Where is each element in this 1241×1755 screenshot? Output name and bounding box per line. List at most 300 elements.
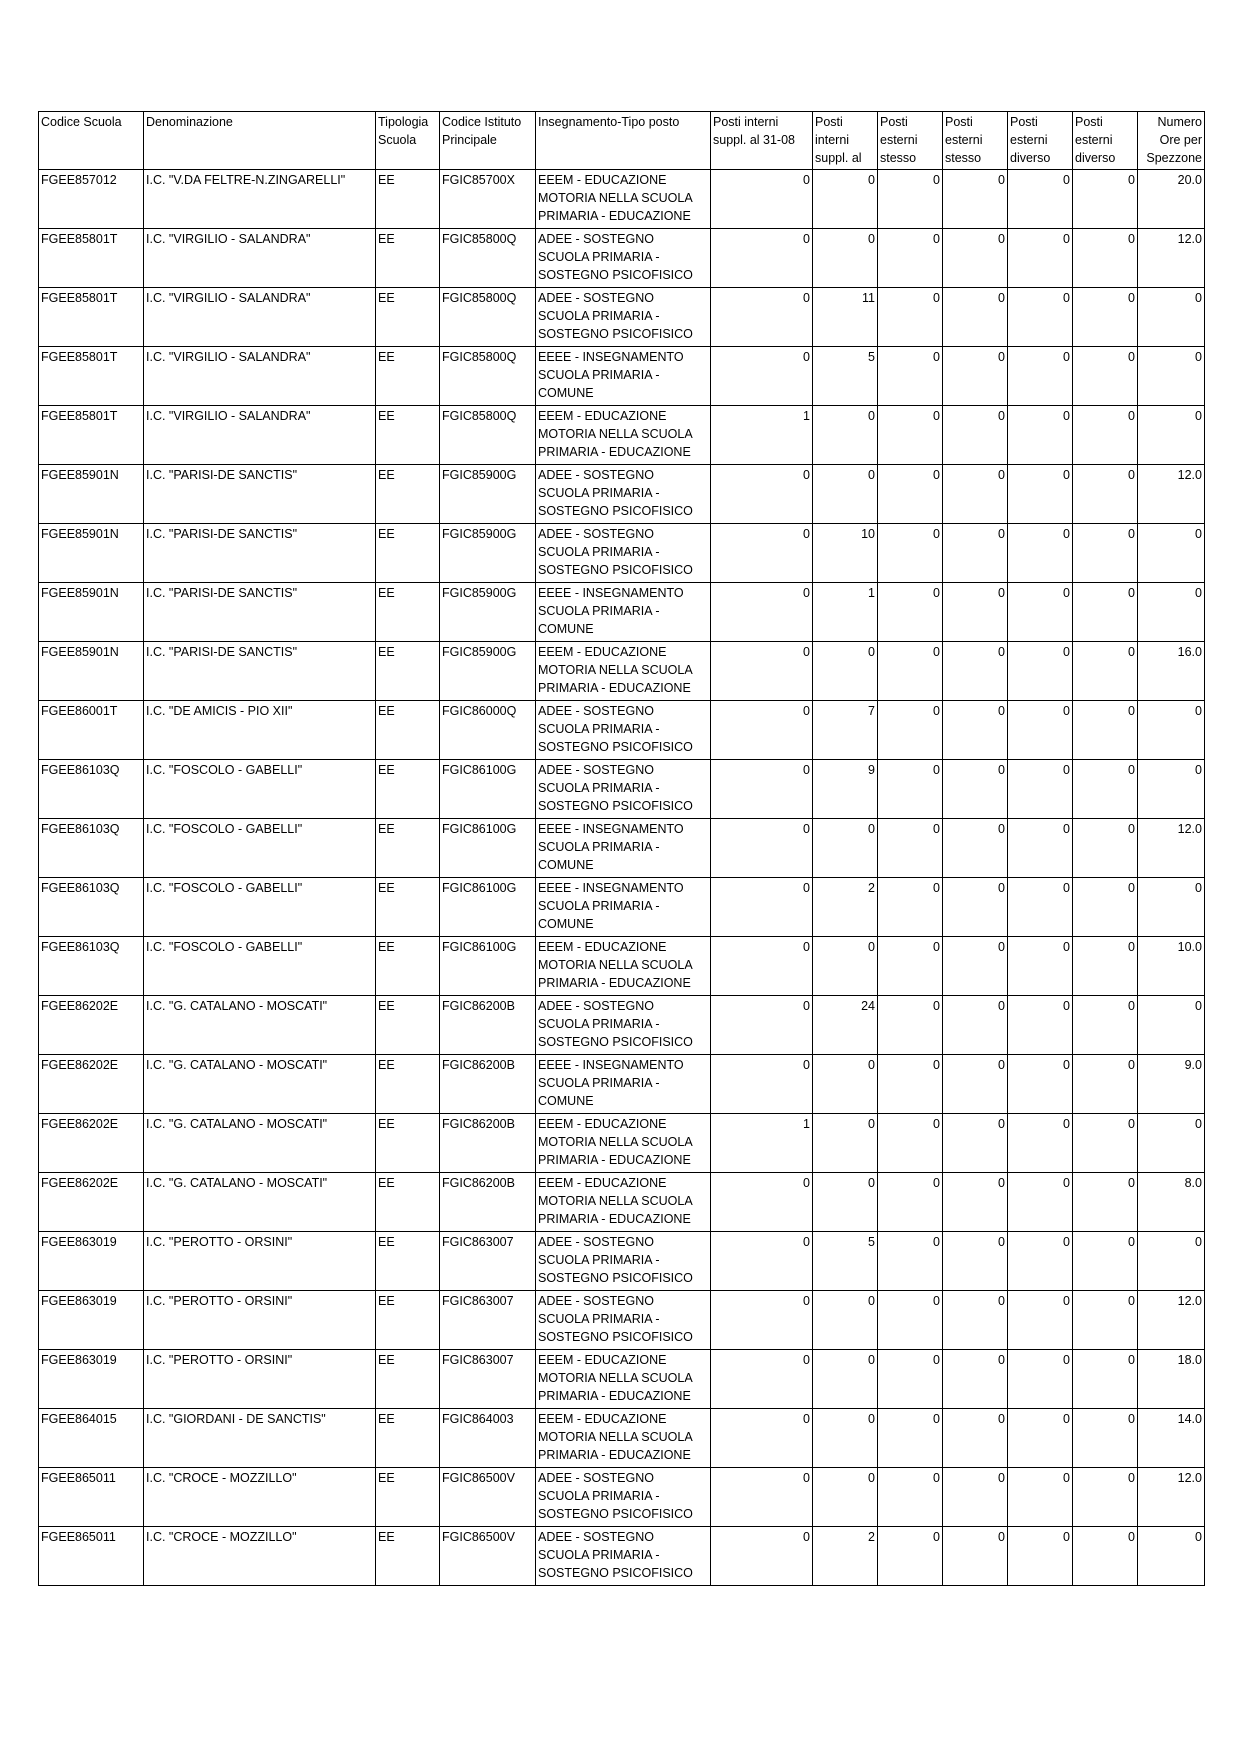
header-row bbox=[39, 112, 1205, 170]
posti-esterni-stesso-1-cell: 0 bbox=[878, 288, 943, 347]
denominazione-cell: I.C. "VIRGILIO - SALANDRA" bbox=[144, 288, 376, 347]
codice-istituto-cell: FGIC863007 bbox=[440, 1232, 536, 1291]
header-tipologia-scuola: Tipologia Scuola bbox=[376, 112, 440, 170]
posti-interni-31-08-cell: 0 bbox=[711, 288, 813, 347]
document-page bbox=[38, 111, 1204, 1586]
posti-esterni-diverso-1-cell: 0 bbox=[1008, 406, 1073, 465]
codice-scuola-cell: FGEE85801T bbox=[39, 288, 144, 347]
insegnamento-cell: ADEE - SOSTEGNO SCUOLA PRIMARIA - SOSTEGNO PSICOFISICO bbox=[536, 229, 711, 288]
posti-esterni-stesso-1-cell: 0 bbox=[878, 1232, 943, 1291]
tipologia-cell: EE bbox=[376, 1409, 440, 1468]
insegnamento-cell: ADEE - SOSTEGNO SCUOLA PRIMARIA - SOSTEGNO PSICOFISICO bbox=[536, 1468, 711, 1527]
posti-esterni-stesso-2-cell: 0 bbox=[943, 288, 1008, 347]
posti-interni-suppl-cell: 0 bbox=[813, 1114, 878, 1173]
denominazione-cell: I.C. "PARISI-DE SANCTIS" bbox=[144, 642, 376, 701]
posti-interni-31-08-cell: 0 bbox=[711, 819, 813, 878]
codice-scuola-cell: FGEE863019 bbox=[39, 1291, 144, 1350]
insegnamento-cell: EEEE - INSEGNAMENTO SCUOLA PRIMARIA - COMUNE bbox=[536, 347, 711, 406]
codice-scuola-cell: FGEE86202E bbox=[39, 996, 144, 1055]
table-row bbox=[39, 1114, 1205, 1173]
codice-istituto-cell: FGIC86100G bbox=[440, 937, 536, 996]
header-posti-esterni-stesso-2: Posti esterni stesso bbox=[943, 112, 1008, 170]
posti-esterni-stesso-1-cell: 0 bbox=[878, 701, 943, 760]
table-row bbox=[39, 406, 1205, 465]
codice-istituto-cell: FGIC86200B bbox=[440, 1055, 536, 1114]
codice-scuola-cell: FGEE85901N bbox=[39, 524, 144, 583]
numero-ore-cell: 10.0 bbox=[1138, 937, 1205, 996]
posti-interni-suppl-cell: 0 bbox=[813, 1291, 878, 1350]
posti-interni-31-08-cell: 0 bbox=[711, 878, 813, 937]
posti-esterni-stesso-1-cell: 0 bbox=[878, 1173, 943, 1232]
numero-ore-cell: 0 bbox=[1138, 701, 1205, 760]
table-row bbox=[39, 583, 1205, 642]
posti-esterni-diverso-2-cell: 0 bbox=[1073, 1409, 1138, 1468]
posti-interni-31-08-cell: 1 bbox=[711, 406, 813, 465]
header-denominazione: Denominazione bbox=[144, 112, 376, 170]
posti-esterni-stesso-2-cell: 0 bbox=[943, 524, 1008, 583]
posti-esterni-stesso-2-cell: 0 bbox=[943, 1468, 1008, 1527]
denominazione-cell: I.C. "VIRGILIO - SALANDRA" bbox=[144, 229, 376, 288]
denominazione-cell: I.C. "G. CATALANO - MOSCATI" bbox=[144, 1173, 376, 1232]
posti-esterni-stesso-1-cell: 0 bbox=[878, 937, 943, 996]
posti-esterni-stesso-2-cell: 0 bbox=[943, 347, 1008, 406]
insegnamento-cell: ADEE - SOSTEGNO SCUOLA PRIMARIA - SOSTEGNO PSICOFISICO bbox=[536, 1232, 711, 1291]
posti-esterni-diverso-1-cell: 0 bbox=[1008, 701, 1073, 760]
numero-ore-cell: 12.0 bbox=[1138, 229, 1205, 288]
posti-interni-31-08-cell: 0 bbox=[711, 170, 813, 229]
posti-interni-suppl-cell: 0 bbox=[813, 229, 878, 288]
posti-esterni-diverso-1-cell: 0 bbox=[1008, 1350, 1073, 1409]
posti-interni-suppl-cell: 9 bbox=[813, 760, 878, 819]
tipologia-cell: EE bbox=[376, 347, 440, 406]
insegnamento-cell: EEEM - EDUCAZIONE MOTORIA NELLA SCUOLA PRIMARIA - EDUCAZIONE bbox=[536, 642, 711, 701]
posti-esterni-stesso-2-cell: 0 bbox=[943, 878, 1008, 937]
posti-esterni-stesso-2-cell: 0 bbox=[943, 642, 1008, 701]
codice-scuola-cell: FGEE85801T bbox=[39, 347, 144, 406]
posti-interni-suppl-cell: 5 bbox=[813, 1232, 878, 1291]
posti-esterni-diverso-2-cell: 0 bbox=[1073, 288, 1138, 347]
table-row bbox=[39, 642, 1205, 701]
codice-istituto-cell: FGIC86100G bbox=[440, 878, 536, 937]
posti-interni-31-08-cell: 0 bbox=[711, 1468, 813, 1527]
posti-interni-31-08-cell: 0 bbox=[711, 465, 813, 524]
denominazione-cell: I.C. "G. CATALANO - MOSCATI" bbox=[144, 1055, 376, 1114]
posti-esterni-diverso-2-cell: 0 bbox=[1073, 1291, 1138, 1350]
posti-esterni-stesso-1-cell: 0 bbox=[878, 1350, 943, 1409]
posti-esterni-stesso-1-cell: 0 bbox=[878, 1409, 943, 1468]
table-row bbox=[39, 288, 1205, 347]
denominazione-cell: I.C. "PEROTTO - ORSINI" bbox=[144, 1291, 376, 1350]
codice-istituto-cell: FGIC863007 bbox=[440, 1291, 536, 1350]
denominazione-cell: I.C. "CROCE - MOZZILLO" bbox=[144, 1468, 376, 1527]
posti-esterni-diverso-1-cell: 0 bbox=[1008, 1468, 1073, 1527]
posti-esterni-stesso-2-cell: 0 bbox=[943, 1527, 1008, 1586]
posti-interni-suppl-cell: 11 bbox=[813, 288, 878, 347]
codice-istituto-cell: FGIC85800Q bbox=[440, 406, 536, 465]
posti-esterni-stesso-2-cell: 0 bbox=[943, 760, 1008, 819]
posti-interni-suppl-cell: 0 bbox=[813, 1409, 878, 1468]
table-row bbox=[39, 996, 1205, 1055]
numero-ore-cell: 0 bbox=[1138, 583, 1205, 642]
codice-istituto-cell: FGIC85800Q bbox=[440, 347, 536, 406]
posti-esterni-stesso-2-cell: 0 bbox=[943, 170, 1008, 229]
denominazione-cell: I.C. "VIRGILIO - SALANDRA" bbox=[144, 406, 376, 465]
posti-esterni-stesso-2-cell: 0 bbox=[943, 1350, 1008, 1409]
posti-esterni-stesso-1-cell: 0 bbox=[878, 1527, 943, 1586]
table-row bbox=[39, 1527, 1205, 1586]
header-posti-esterni-diverso-2: Posti esterni diverso bbox=[1073, 112, 1138, 170]
posti-interni-31-08-cell: 0 bbox=[711, 642, 813, 701]
posti-esterni-stesso-2-cell: 0 bbox=[943, 1055, 1008, 1114]
header-codice-scuola: Codice Scuola bbox=[39, 112, 144, 170]
posti-interni-suppl-cell: 0 bbox=[813, 1173, 878, 1232]
numero-ore-cell: 0 bbox=[1138, 996, 1205, 1055]
posti-esterni-diverso-2-cell: 0 bbox=[1073, 583, 1138, 642]
tipologia-cell: EE bbox=[376, 760, 440, 819]
numero-ore-cell: 14.0 bbox=[1138, 1409, 1205, 1468]
codice-scuola-cell: FGEE863019 bbox=[39, 1232, 144, 1291]
insegnamento-cell: EEEM - EDUCAZIONE MOTORIA NELLA SCUOLA PRIMARIA - EDUCAZIONE bbox=[536, 1350, 711, 1409]
posti-esterni-diverso-1-cell: 0 bbox=[1008, 288, 1073, 347]
denominazione-cell: I.C. "FOSCOLO - GABELLI" bbox=[144, 760, 376, 819]
table-row bbox=[39, 878, 1205, 937]
posti-esterni-stesso-1-cell: 0 bbox=[878, 1114, 943, 1173]
codice-scuola-cell: FGEE85801T bbox=[39, 406, 144, 465]
posti-esterni-diverso-2-cell: 0 bbox=[1073, 819, 1138, 878]
insegnamento-cell: ADEE - SOSTEGNO SCUOLA PRIMARIA - SOSTEGNO PSICOFISICO bbox=[536, 524, 711, 583]
posti-esterni-diverso-1-cell: 0 bbox=[1008, 1527, 1073, 1586]
posti-esterni-stesso-2-cell: 0 bbox=[943, 1291, 1008, 1350]
table-row bbox=[39, 819, 1205, 878]
posti-interni-suppl-cell: 0 bbox=[813, 642, 878, 701]
posti-interni-31-08-cell: 0 bbox=[711, 937, 813, 996]
insegnamento-cell: EEEE - INSEGNAMENTO SCUOLA PRIMARIA - COMUNE bbox=[536, 878, 711, 937]
posti-esterni-diverso-2-cell: 0 bbox=[1073, 760, 1138, 819]
numero-ore-cell: 12.0 bbox=[1138, 1468, 1205, 1527]
posti-interni-suppl-cell: 0 bbox=[813, 406, 878, 465]
insegnamento-cell: ADEE - SOSTEGNO SCUOLA PRIMARIA - SOSTEGNO PSICOFISICO bbox=[536, 1527, 711, 1586]
table-row bbox=[39, 465, 1205, 524]
posti-esterni-diverso-2-cell: 0 bbox=[1073, 229, 1138, 288]
posti-esterni-stesso-2-cell: 0 bbox=[943, 1232, 1008, 1291]
posti-esterni-stesso-2-cell: 0 bbox=[943, 701, 1008, 760]
tipologia-cell: EE bbox=[376, 170, 440, 229]
insegnamento-cell: EEEM - EDUCAZIONE MOTORIA NELLA SCUOLA PRIMARIA - EDUCAZIONE bbox=[536, 937, 711, 996]
codice-istituto-cell: FGIC85900G bbox=[440, 465, 536, 524]
codice-istituto-cell: FGIC863007 bbox=[440, 1350, 536, 1409]
posti-esterni-stesso-2-cell: 0 bbox=[943, 1173, 1008, 1232]
denominazione-cell: I.C. "PARISI-DE SANCTIS" bbox=[144, 465, 376, 524]
header-posti-esterni-stesso-1: Posti esterni stesso bbox=[878, 112, 943, 170]
posti-esterni-diverso-1-cell: 0 bbox=[1008, 1291, 1073, 1350]
insegnamento-cell: ADEE - SOSTEGNO SCUOLA PRIMARIA - SOSTEGNO PSICOFISICO bbox=[536, 465, 711, 524]
posti-interni-suppl-cell: 0 bbox=[813, 1055, 878, 1114]
table-row bbox=[39, 1409, 1205, 1468]
posti-interni-31-08-cell: 0 bbox=[711, 996, 813, 1055]
posti-esterni-diverso-1-cell: 0 bbox=[1008, 1173, 1073, 1232]
codice-scuola-cell: FGEE85901N bbox=[39, 465, 144, 524]
table-row bbox=[39, 347, 1205, 406]
posti-interni-31-08-cell: 0 bbox=[711, 1527, 813, 1586]
posti-esterni-diverso-1-cell: 0 bbox=[1008, 760, 1073, 819]
codice-istituto-cell: FGIC86000Q bbox=[440, 701, 536, 760]
posti-interni-31-08-cell: 0 bbox=[711, 760, 813, 819]
header-codice-istituto: Codice Istituto Principale bbox=[440, 112, 536, 170]
posti-esterni-diverso-2-cell: 0 bbox=[1073, 937, 1138, 996]
posti-interni-31-08-cell: 0 bbox=[711, 229, 813, 288]
denominazione-cell: I.C. "G. CATALANO - MOSCATI" bbox=[144, 996, 376, 1055]
insegnamento-cell: EEEM - EDUCAZIONE MOTORIA NELLA SCUOLA PRIMARIA - EDUCAZIONE bbox=[536, 1409, 711, 1468]
numero-ore-cell: 16.0 bbox=[1138, 642, 1205, 701]
posti-esterni-stesso-1-cell: 0 bbox=[878, 524, 943, 583]
codice-istituto-cell: FGIC85800Q bbox=[440, 229, 536, 288]
insegnamento-cell: ADEE - SOSTEGNO SCUOLA PRIMARIA - SOSTEGNO PSICOFISICO bbox=[536, 760, 711, 819]
posti-interni-31-08-cell: 0 bbox=[711, 1055, 813, 1114]
codice-scuola-cell: FGEE85901N bbox=[39, 583, 144, 642]
codice-scuola-cell: FGEE86103Q bbox=[39, 937, 144, 996]
tipologia-cell: EE bbox=[376, 701, 440, 760]
tipologia-cell: EE bbox=[376, 465, 440, 524]
posti-interni-suppl-cell: 1 bbox=[813, 583, 878, 642]
numero-ore-cell: 0 bbox=[1138, 878, 1205, 937]
table-row bbox=[39, 760, 1205, 819]
posti-esterni-diverso-2-cell: 0 bbox=[1073, 642, 1138, 701]
posti-esterni-stesso-1-cell: 0 bbox=[878, 1291, 943, 1350]
posti-esterni-diverso-2-cell: 0 bbox=[1073, 1468, 1138, 1527]
insegnamento-cell: EEEE - INSEGNAMENTO SCUOLA PRIMARIA - COMUNE bbox=[536, 583, 711, 642]
tipologia-cell: EE bbox=[376, 642, 440, 701]
codice-istituto-cell: FGIC85900G bbox=[440, 524, 536, 583]
denominazione-cell: I.C. "PARISI-DE SANCTIS" bbox=[144, 583, 376, 642]
posti-esterni-stesso-1-cell: 0 bbox=[878, 465, 943, 524]
posti-interni-suppl-cell: 0 bbox=[813, 1468, 878, 1527]
insegnamento-cell: EEEM - EDUCAZIONE MOTORIA NELLA SCUOLA PRIMARIA - EDUCAZIONE bbox=[536, 406, 711, 465]
codice-scuola-cell: FGEE85901N bbox=[39, 642, 144, 701]
insegnamento-cell: ADEE - SOSTEGNO SCUOLA PRIMARIA - SOSTEGNO PSICOFISICO bbox=[536, 996, 711, 1055]
numero-ore-cell: 0 bbox=[1138, 760, 1205, 819]
posti-esterni-diverso-1-cell: 0 bbox=[1008, 170, 1073, 229]
codice-scuola-cell: FGEE86103Q bbox=[39, 760, 144, 819]
posti-interni-suppl-cell: 0 bbox=[813, 937, 878, 996]
numero-ore-cell: 12.0 bbox=[1138, 1291, 1205, 1350]
posti-esterni-diverso-1-cell: 0 bbox=[1008, 937, 1073, 996]
posti-esterni-diverso-1-cell: 0 bbox=[1008, 1055, 1073, 1114]
posti-interni-31-08-cell: 0 bbox=[711, 1173, 813, 1232]
header-insegnamento: Insegnamento-Tipo posto bbox=[536, 112, 711, 170]
posti-esterni-diverso-2-cell: 0 bbox=[1073, 996, 1138, 1055]
numero-ore-cell: 12.0 bbox=[1138, 465, 1205, 524]
posti-interni-31-08-cell: 0 bbox=[711, 1291, 813, 1350]
posti-table bbox=[38, 111, 1205, 1586]
tipologia-cell: EE bbox=[376, 1527, 440, 1586]
codice-istituto-cell: FGIC85900G bbox=[440, 583, 536, 642]
posti-esterni-stesso-1-cell: 0 bbox=[878, 642, 943, 701]
posti-esterni-diverso-1-cell: 0 bbox=[1008, 524, 1073, 583]
posti-esterni-diverso-1-cell: 0 bbox=[1008, 819, 1073, 878]
codice-istituto-cell: FGIC86100G bbox=[440, 819, 536, 878]
posti-esterni-stesso-1-cell: 0 bbox=[878, 996, 943, 1055]
numero-ore-cell: 8.0 bbox=[1138, 1173, 1205, 1232]
posti-esterni-diverso-1-cell: 0 bbox=[1008, 1232, 1073, 1291]
header-numero-ore: Numero Ore per Spezzone bbox=[1138, 112, 1205, 170]
posti-esterni-stesso-2-cell: 0 bbox=[943, 819, 1008, 878]
insegnamento-cell: ADEE - SOSTEGNO SCUOLA PRIMARIA - SOSTEGNO PSICOFISICO bbox=[536, 288, 711, 347]
denominazione-cell: I.C. "FOSCOLO - GABELLI" bbox=[144, 937, 376, 996]
numero-ore-cell: 12.0 bbox=[1138, 819, 1205, 878]
table-row bbox=[39, 1232, 1205, 1291]
posti-interni-suppl-cell: 0 bbox=[813, 819, 878, 878]
posti-esterni-diverso-2-cell: 0 bbox=[1073, 406, 1138, 465]
codice-scuola-cell: FGEE86202E bbox=[39, 1173, 144, 1232]
posti-interni-31-08-cell: 0 bbox=[711, 583, 813, 642]
numero-ore-cell: 0 bbox=[1138, 406, 1205, 465]
posti-interni-suppl-cell: 0 bbox=[813, 465, 878, 524]
tipologia-cell: EE bbox=[376, 937, 440, 996]
denominazione-cell: I.C. "VIRGILIO - SALANDRA" bbox=[144, 347, 376, 406]
posti-esterni-diverso-1-cell: 0 bbox=[1008, 465, 1073, 524]
posti-esterni-stesso-2-cell: 0 bbox=[943, 1114, 1008, 1173]
posti-interni-31-08-cell: 0 bbox=[711, 1350, 813, 1409]
header-posti-interni-31-08: Posti interni suppl. al 31-08 bbox=[711, 112, 813, 170]
numero-ore-cell: 0 bbox=[1138, 288, 1205, 347]
posti-esterni-diverso-2-cell: 0 bbox=[1073, 524, 1138, 583]
posti-esterni-diverso-1-cell: 0 bbox=[1008, 878, 1073, 937]
insegnamento-cell: ADEE - SOSTEGNO SCUOLA PRIMARIA - SOSTEGNO PSICOFISICO bbox=[536, 1291, 711, 1350]
denominazione-cell: I.C. "V.DA FELTRE-N.ZINGARELLI" bbox=[144, 170, 376, 229]
posti-esterni-diverso-2-cell: 0 bbox=[1073, 1114, 1138, 1173]
tipologia-cell: EE bbox=[376, 1468, 440, 1527]
posti-esterni-diverso-2-cell: 0 bbox=[1073, 1350, 1138, 1409]
posti-interni-suppl-cell: 5 bbox=[813, 347, 878, 406]
numero-ore-cell: 20.0 bbox=[1138, 170, 1205, 229]
posti-esterni-stesso-2-cell: 0 bbox=[943, 583, 1008, 642]
table-row bbox=[39, 1055, 1205, 1114]
posti-esterni-diverso-1-cell: 0 bbox=[1008, 229, 1073, 288]
tipologia-cell: EE bbox=[376, 1291, 440, 1350]
codice-scuola-cell: FGEE863019 bbox=[39, 1350, 144, 1409]
table-body bbox=[39, 170, 1205, 1586]
table-row bbox=[39, 701, 1205, 760]
codice-scuola-cell: FGEE865011 bbox=[39, 1468, 144, 1527]
tipologia-cell: EE bbox=[376, 1055, 440, 1114]
posti-esterni-stesso-1-cell: 0 bbox=[878, 760, 943, 819]
posti-interni-31-08-cell: 0 bbox=[711, 347, 813, 406]
tipologia-cell: EE bbox=[376, 819, 440, 878]
tipologia-cell: EE bbox=[376, 583, 440, 642]
codice-istituto-cell: FGIC864003 bbox=[440, 1409, 536, 1468]
posti-esterni-stesso-1-cell: 0 bbox=[878, 347, 943, 406]
tipologia-cell: EE bbox=[376, 288, 440, 347]
posti-esterni-diverso-2-cell: 0 bbox=[1073, 1527, 1138, 1586]
codice-istituto-cell: FGIC85700X bbox=[440, 170, 536, 229]
codice-scuola-cell: FGEE86001T bbox=[39, 701, 144, 760]
posti-interni-31-08-cell: 0 bbox=[711, 1232, 813, 1291]
posti-esterni-stesso-2-cell: 0 bbox=[943, 996, 1008, 1055]
posti-esterni-diverso-1-cell: 0 bbox=[1008, 347, 1073, 406]
posti-esterni-diverso-2-cell: 0 bbox=[1073, 170, 1138, 229]
numero-ore-cell: 0 bbox=[1138, 347, 1205, 406]
table-row bbox=[39, 170, 1205, 229]
codice-istituto-cell: FGIC86500V bbox=[440, 1468, 536, 1527]
posti-interni-31-08-cell: 1 bbox=[711, 1114, 813, 1173]
posti-esterni-diverso-1-cell: 0 bbox=[1008, 1114, 1073, 1173]
numero-ore-cell: 9.0 bbox=[1138, 1055, 1205, 1114]
denominazione-cell: I.C. "PEROTTO - ORSINI" bbox=[144, 1350, 376, 1409]
posti-esterni-stesso-1-cell: 0 bbox=[878, 170, 943, 229]
posti-interni-suppl-cell: 10 bbox=[813, 524, 878, 583]
insegnamento-cell: EEEE - INSEGNAMENTO SCUOLA PRIMARIA - COMUNE bbox=[536, 819, 711, 878]
codice-istituto-cell: FGIC86200B bbox=[440, 996, 536, 1055]
posti-esterni-diverso-1-cell: 0 bbox=[1008, 642, 1073, 701]
posti-esterni-diverso-2-cell: 0 bbox=[1073, 1055, 1138, 1114]
posti-esterni-stesso-2-cell: 0 bbox=[943, 1409, 1008, 1468]
table-row bbox=[39, 1350, 1205, 1409]
insegnamento-cell: EEEE - INSEGNAMENTO SCUOLA PRIMARIA - COMUNE bbox=[536, 1055, 711, 1114]
insegnamento-cell: ADEE - SOSTEGNO SCUOLA PRIMARIA - SOSTEGNO PSICOFISICO bbox=[536, 701, 711, 760]
codice-istituto-cell: FGIC86200B bbox=[440, 1173, 536, 1232]
posti-esterni-stesso-1-cell: 0 bbox=[878, 1468, 943, 1527]
codice-scuola-cell: FGEE865011 bbox=[39, 1527, 144, 1586]
tipologia-cell: EE bbox=[376, 1350, 440, 1409]
denominazione-cell: I.C. "FOSCOLO - GABELLI" bbox=[144, 819, 376, 878]
tipologia-cell: EE bbox=[376, 1173, 440, 1232]
posti-esterni-diverso-2-cell: 0 bbox=[1073, 1173, 1138, 1232]
posti-esterni-stesso-1-cell: 0 bbox=[878, 229, 943, 288]
posti-interni-suppl-cell: 2 bbox=[813, 1527, 878, 1586]
numero-ore-cell: 0 bbox=[1138, 1114, 1205, 1173]
table-row bbox=[39, 524, 1205, 583]
codice-istituto-cell: FGIC86200B bbox=[440, 1114, 536, 1173]
codice-scuola-cell: FGEE86103Q bbox=[39, 878, 144, 937]
posti-esterni-stesso-1-cell: 0 bbox=[878, 583, 943, 642]
numero-ore-cell: 0 bbox=[1138, 1527, 1205, 1586]
posti-esterni-diverso-2-cell: 0 bbox=[1073, 701, 1138, 760]
insegnamento-cell: EEEM - EDUCAZIONE MOTORIA NELLA SCUOLA PRIMARIA - EDUCAZIONE bbox=[536, 170, 711, 229]
posti-interni-suppl-cell: 2 bbox=[813, 878, 878, 937]
posti-esterni-stesso-1-cell: 0 bbox=[878, 406, 943, 465]
posti-esterni-stesso-2-cell: 0 bbox=[943, 406, 1008, 465]
table-row bbox=[39, 229, 1205, 288]
posti-esterni-stesso-1-cell: 0 bbox=[878, 819, 943, 878]
table-row bbox=[39, 1173, 1205, 1232]
tipologia-cell: EE bbox=[376, 996, 440, 1055]
posti-interni-suppl-cell: 0 bbox=[813, 170, 878, 229]
denominazione-cell: I.C. "DE AMICIS - PIO XII" bbox=[144, 701, 376, 760]
posti-esterni-stesso-2-cell: 0 bbox=[943, 229, 1008, 288]
denominazione-cell: I.C. "CROCE - MOZZILLO" bbox=[144, 1527, 376, 1586]
posti-interni-31-08-cell: 0 bbox=[711, 701, 813, 760]
codice-scuola-cell: FGEE86103Q bbox=[39, 819, 144, 878]
codice-istituto-cell: FGIC86500V bbox=[440, 1527, 536, 1586]
tipologia-cell: EE bbox=[376, 878, 440, 937]
posti-esterni-diverso-2-cell: 0 bbox=[1073, 347, 1138, 406]
tipologia-cell: EE bbox=[376, 524, 440, 583]
posti-esterni-diverso-2-cell: 0 bbox=[1073, 1232, 1138, 1291]
codice-scuola-cell: FGEE864015 bbox=[39, 1409, 144, 1468]
posti-esterni-diverso-1-cell: 0 bbox=[1008, 1409, 1073, 1468]
posti-esterni-stesso-1-cell: 0 bbox=[878, 1055, 943, 1114]
insegnamento-cell: EEEM - EDUCAZIONE MOTORIA NELLA SCUOLA PRIMARIA - EDUCAZIONE bbox=[536, 1173, 711, 1232]
posti-interni-suppl-cell: 7 bbox=[813, 701, 878, 760]
codice-istituto-cell: FGIC85800Q bbox=[440, 288, 536, 347]
denominazione-cell: I.C. "G. CATALANO - MOSCATI" bbox=[144, 1114, 376, 1173]
numero-ore-cell: 18.0 bbox=[1138, 1350, 1205, 1409]
posti-interni-31-08-cell: 0 bbox=[711, 524, 813, 583]
codice-scuola-cell: FGEE86202E bbox=[39, 1114, 144, 1173]
posti-esterni-diverso-2-cell: 0 bbox=[1073, 465, 1138, 524]
denominazione-cell: I.C. "FOSCOLO - GABELLI" bbox=[144, 878, 376, 937]
tipologia-cell: EE bbox=[376, 406, 440, 465]
